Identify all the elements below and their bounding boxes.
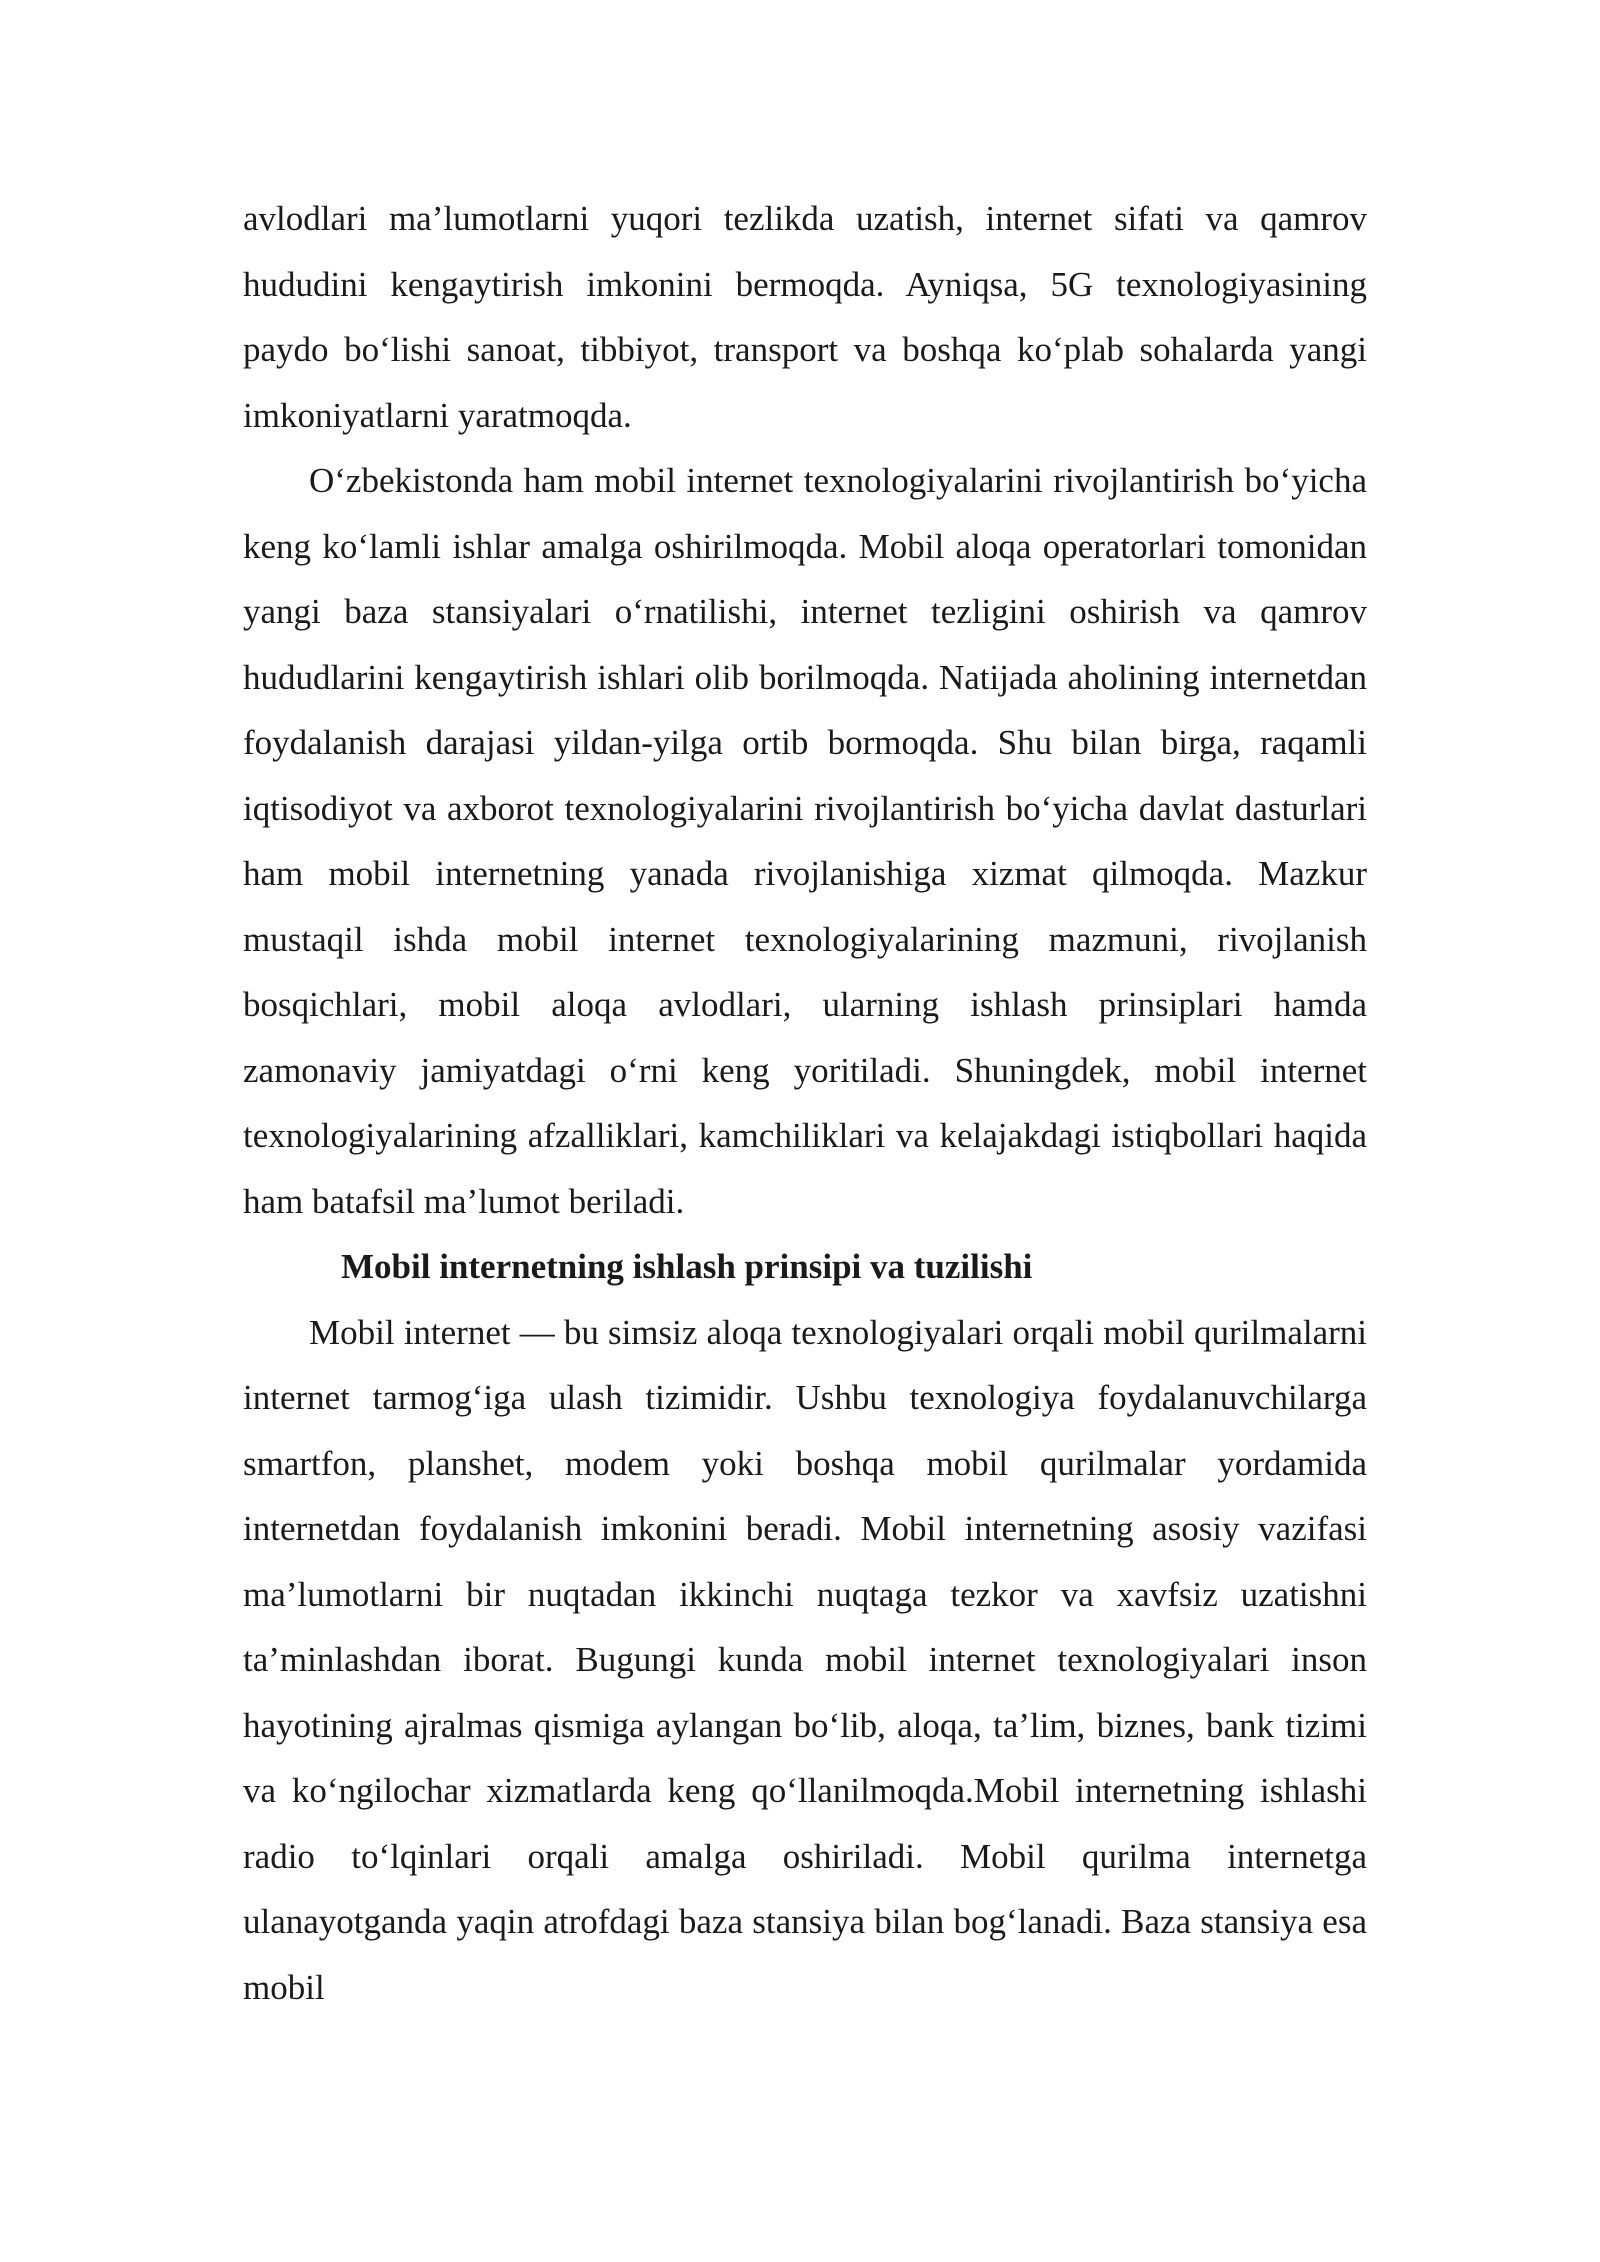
document-body — [243, 186, 1367, 2020]
section-heading: Mobil internetning ishlash prinsipi va tuzilishi — [341, 1247, 1033, 1286]
paragraph-mobile-internet-definition: Mobil internet — bu simsiz aloqa texnologiyalari orqali mobil qurilmalarni internet tarmog‘iga ulash tizimidir. Ushbu texnologiya foydalanuvchilarga smartfon, planshet, modem yoki boshqa mobil qurilmalar yordamida internetdan foydalanish imkonini beradi. Mobil internetning asosiy vazifasi ma’lumotlarni bir nuqtadan ikkinchi nuqtaga tezkor va xavfsiz uzatishni ta’minlashdan iborat. Bugungi kunda mobil internet texnologiyalari inson hayotining ajralmas qismiga aylangan bo‘lib, aloqa, ta’lim, biznes, bank tizimi va ko‘ngilochar xizmatlarda keng qo‘llanilmoqda.Mobil internetning ishlashi radio to‘lqinlari orqali amalga oshiriladi. Mobil qurilma internetga ulanayotganda yaqin atrofdagi baza stansiya bilan bog‘lanadi. Baza stansiya esa mobil — [243, 1312, 1367, 2007]
paragraph-intro-continuation: avlodlari ma’lumotlarni yuqori tezlikda uzatish, internet sifati va qamrov hududini kengaytirish imkonini bermoqda. Ayniqsa, 5G texnologiyasining paydo bo‘lishi sanoat, tibbiyot, transport va boshqa ko‘plab sohalarda yangi imkoniyatlarni yaratmoqda. — [243, 199, 1367, 435]
paragraph-uzbekistan-development: O‘zbekistonda ham mobil internet texnologiyalarini rivojlantirish bo‘yicha keng ko‘lamli ishlar amalga oshirilmoqda. Mobil aloqa operatorlari tomonidan yangi baza stansiyalari o‘rnatilishi, internet tezligini oshirish va qamrov hududlarini kengaytirish ishlari olib borilmoqda. Natijada aholining internetdan foydalanish darajasi yildan-yilga ortib bormoqda. Shu bilan birga, raqamli iqtisodiyot va axborot texnologiyalarini rivojlantirish bo‘yicha davlat dasturlari ham mobil internetning yanada rivojlanishiga xizmat qilmoqda. Mazkur mustaqil ishda mobil internet texnologiyalarining mazmuni, rivojlanish bosqichlari, mobil aloqa avlodlari, ularning ishlash prinsiplari hamda zamonaviy jamiyatdagi o‘rni keng yoritiladi. Shuningdek, mobil internet texnologiyalarining afzalliklari, kamchiliklari va kelajakdagi istiqbollari haqida ham batafsil ma’lumot beriladi. — [243, 461, 1367, 1221]
